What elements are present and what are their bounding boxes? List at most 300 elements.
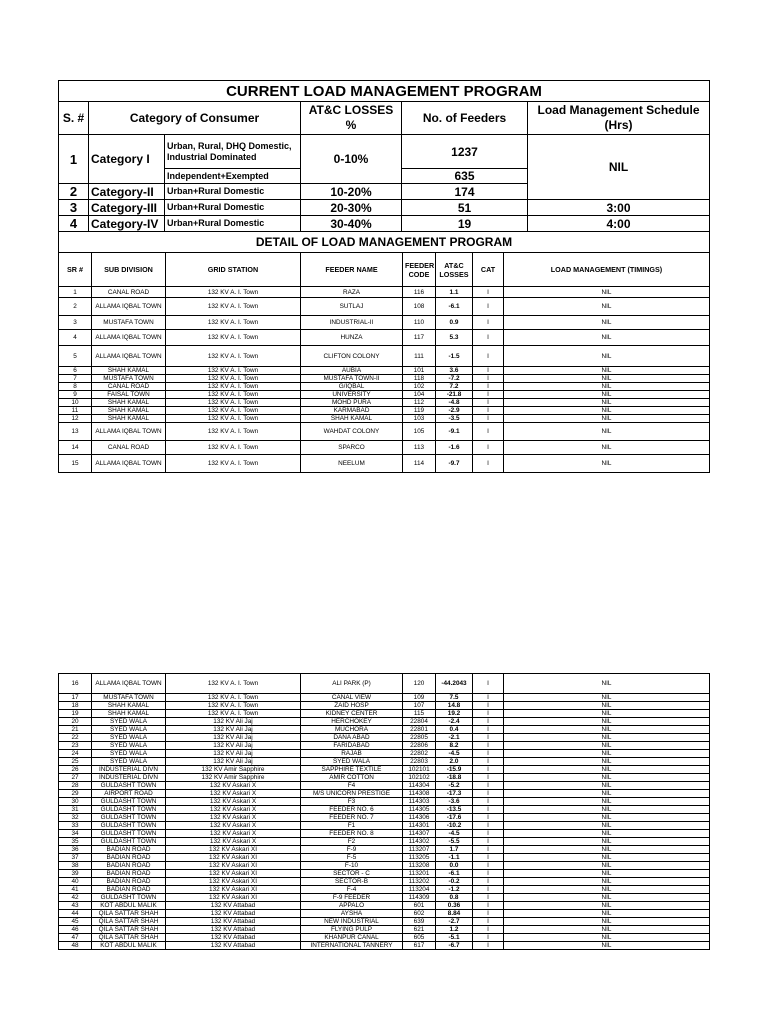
cell-load-management: NIL [504, 902, 710, 910]
cell-cat: I [473, 846, 504, 854]
cell-losses: -6.7 [436, 942, 473, 950]
cell-sub-division: SYED WALA [92, 750, 166, 758]
cell-load-management: NIL [504, 758, 710, 766]
cell-sr: 41 [59, 886, 92, 894]
table-row [59, 942, 710, 950]
cell-losses: 1.7 [436, 846, 473, 854]
cell-load-management: NIL [504, 423, 710, 441]
cell-losses: 0.36 [436, 902, 473, 910]
cell-losses: -9.1 [436, 423, 473, 441]
summary-schedule-1: NIL [528, 135, 710, 200]
cell-grid-station: 132 KV Attabad [166, 902, 301, 910]
cell-sr: 28 [59, 782, 92, 790]
cell-cat: I [473, 910, 504, 918]
cell-grid-station: 132 KV Ali Jaj [166, 758, 301, 766]
table-row [59, 726, 710, 734]
table-row [59, 423, 710, 441]
cell-feeder-code: 114304 [403, 782, 436, 790]
cell-feeder-name: FLYING PULP [301, 926, 403, 934]
table-row [59, 894, 710, 902]
cell-sr: 17 [59, 694, 92, 702]
cell-grid-station: 132 KV Askari X [166, 782, 301, 790]
cell-feeder-name: SAPPHIRE TEXTILE [301, 766, 403, 774]
cell-grid-station: 132 KV Ali Jaj [166, 750, 301, 758]
col-cat: CAT [473, 253, 504, 287]
cell-cat: I [473, 367, 504, 375]
cell-grid-station: 132 KV Askari X [166, 814, 301, 822]
cell-feeder-code: 601 [403, 902, 436, 910]
summary-feeders-1b: 635 [402, 169, 528, 184]
cell-cat: I [473, 894, 504, 902]
table-row [59, 316, 710, 330]
cell-load-management: NIL [504, 886, 710, 894]
cell-sr: 19 [59, 710, 92, 718]
cell-losses: -1.5 [436, 346, 473, 367]
cell-load-management: NIL [504, 822, 710, 830]
cell-losses: 8.84 [436, 910, 473, 918]
cell-sr: 13 [59, 423, 92, 441]
cell-feeder-code: 617 [403, 942, 436, 950]
cell-load-management: NIL [504, 934, 710, 942]
cell-cat: I [473, 298, 504, 316]
cell-losses: -0.2 [436, 878, 473, 886]
cell-feeder-name: UNIVERSITY [301, 391, 403, 399]
cell-grid-station: 132 KV Askari X [166, 790, 301, 798]
cell-losses: -3.5 [436, 415, 473, 423]
cell-sub-division: QILA SATTAR SHAH [92, 934, 166, 942]
col-feeder-code: FEEDER CODE [403, 253, 436, 287]
cell-losses: -44.2043 [436, 674, 473, 694]
cell-grid-station: 132 KV Amir Sapphire [166, 766, 301, 774]
cell-feeder-name: F4 [301, 782, 403, 790]
table-row [59, 878, 710, 886]
table-row [59, 694, 710, 702]
cell-cat: I [473, 346, 504, 367]
cell-feeder-code: 102101 [403, 766, 436, 774]
cell-grid-station: 132 KV A. I. Town [166, 710, 301, 718]
cell-sub-division: GULDASHT TOWN [92, 822, 166, 830]
cell-load-management: NIL [504, 910, 710, 918]
summary-sn-3: 3 [59, 200, 89, 216]
cell-losses: -2.7 [436, 918, 473, 926]
cell-losses: 8.2 [436, 742, 473, 750]
cell-load-management: NIL [504, 383, 710, 391]
cell-grid-station: 132 KV Askari X [166, 806, 301, 814]
cell-sub-division: AIRPORT ROAD [92, 790, 166, 798]
cell-losses: -7.2 [436, 375, 473, 383]
cell-load-management: NIL [504, 846, 710, 854]
cell-sub-division: BADIAN ROAD [92, 854, 166, 862]
cell-cat: I [473, 441, 504, 455]
cell-losses: 7.2 [436, 383, 473, 391]
cell-load-management: NIL [504, 806, 710, 814]
table-row [59, 330, 710, 346]
cell-sub-division: ALLAMA IQBAL TOWN [92, 346, 166, 367]
cell-feeder-name: WAHDAT COLONY [301, 423, 403, 441]
cell-cat: I [473, 902, 504, 910]
cell-grid-station: 132 KV Askari XI [166, 870, 301, 878]
cell-feeder-code: 104 [403, 391, 436, 399]
cell-grid-station: 132 KV Ali Jaj [166, 734, 301, 742]
cell-sr: 4 [59, 330, 92, 346]
cell-sub-division: SHAH KAMAL [92, 407, 166, 415]
cell-load-management: NIL [504, 870, 710, 878]
cell-sub-division: QILA SATTAR SHAH [92, 926, 166, 934]
cell-sub-division: SYED WALA [92, 734, 166, 742]
cell-load-management: NIL [504, 441, 710, 455]
cell-sub-division: SHAH KAMAL [92, 399, 166, 407]
cell-feeder-code: 102 [403, 383, 436, 391]
col-grid-station: GRID STATION [166, 253, 301, 287]
table-row [59, 399, 710, 407]
cell-sr: 32 [59, 814, 92, 822]
cell-sub-division: MUSTAFA TOWN [92, 694, 166, 702]
cell-feeder-name: CLIFTON COLONY [301, 346, 403, 367]
cell-grid-station: 132 KV Attabad [166, 910, 301, 918]
header-category: Category of Consumer [89, 102, 301, 135]
cell-load-management: NIL [504, 399, 710, 407]
cell-grid-station: 132 KV A. I. Town [166, 399, 301, 407]
summary-desc-2: Urban+Rural Domestic [165, 184, 301, 200]
cell-grid-station: 132 KV Amir Sapphire [166, 774, 301, 782]
cell-losses: 19.2 [436, 710, 473, 718]
cell-load-management: NIL [504, 814, 710, 822]
cell-load-management: NIL [504, 926, 710, 934]
cell-losses: 2.0 [436, 758, 473, 766]
cell-losses: -5.2 [436, 782, 473, 790]
table-row [59, 862, 710, 870]
cell-grid-station: 132 KV Askari XI [166, 846, 301, 854]
cell-cat: I [473, 918, 504, 926]
cell-feeder-code: 114309 [403, 894, 436, 902]
table-row [59, 918, 710, 926]
cell-feeder-name: F-9 FEEDER [301, 894, 403, 902]
cell-load-management: NIL [504, 287, 710, 298]
cell-cat: I [473, 806, 504, 814]
cell-feeder-name: F-9 [301, 846, 403, 854]
cell-feeder-code: 110 [403, 316, 436, 330]
table-row [59, 830, 710, 838]
cell-grid-station: 132 KV A. I. Town [166, 298, 301, 316]
summary-feeders-2: 174 [402, 184, 528, 200]
summary-feeders-4: 19 [402, 216, 528, 232]
cell-feeder-name: F-10 [301, 862, 403, 870]
page-title: CURRENT LOAD MANAGEMENT PROGRAM [59, 81, 710, 102]
cell-sr: 34 [59, 830, 92, 838]
cell-sub-division: SHAH KAMAL [92, 367, 166, 375]
cell-sub-division: CANAL ROAD [92, 383, 166, 391]
cell-grid-station: 132 KV Askari X [166, 798, 301, 806]
cell-load-management: NIL [504, 367, 710, 375]
cell-cat: I [473, 702, 504, 710]
cell-feeder-code: 114303 [403, 798, 436, 806]
cell-feeder-code: 113207 [403, 846, 436, 854]
cell-grid-station: 132 KV A. I. Town [166, 287, 301, 298]
cell-sr: 1 [59, 287, 92, 298]
cell-cat: I [473, 942, 504, 950]
cell-load-management: NIL [504, 766, 710, 774]
cell-cat: I [473, 316, 504, 330]
summary-category-1: Category I [89, 135, 165, 184]
table-row [59, 441, 710, 455]
cell-sr: 12 [59, 415, 92, 423]
cell-grid-station: 132 KV A. I. Town [166, 407, 301, 415]
table-row [59, 455, 710, 473]
cell-sub-division: MUSTAFA TOWN [92, 316, 166, 330]
cell-load-management: NIL [504, 694, 710, 702]
cell-grid-station: 132 KV A. I. Town [166, 383, 301, 391]
cell-cat: I [473, 878, 504, 886]
cell-losses: -17.3 [436, 790, 473, 798]
table-row [59, 814, 710, 822]
cell-feeder-name: FEEDER NO. 8 [301, 830, 403, 838]
cell-load-management: NIL [504, 790, 710, 798]
cell-sub-division: ALLAMA IQBAL TOWN [92, 455, 166, 473]
cell-load-management: NIL [504, 455, 710, 473]
cell-grid-station: 132 KV A. I. Town [166, 441, 301, 455]
cell-sub-division: GULDASHT TOWN [92, 782, 166, 790]
table-row [59, 367, 710, 375]
cell-sub-division: SYED WALA [92, 726, 166, 734]
cell-sr: 5 [59, 346, 92, 367]
cell-feeder-code: 116 [403, 287, 436, 298]
table-row [59, 758, 710, 766]
cell-cat: I [473, 734, 504, 742]
summary-sn-2: 2 [59, 184, 89, 200]
table-row [59, 926, 710, 934]
cell-feeder-code: 114305 [403, 806, 436, 814]
cell-feeder-code: 101 [403, 367, 436, 375]
cell-load-management: NIL [504, 782, 710, 790]
cell-sub-division: SYED WALA [92, 742, 166, 750]
header-losses: AT&C LOSSES % [301, 102, 402, 135]
cell-cat: I [473, 774, 504, 782]
table-row [59, 674, 710, 694]
cell-losses: -4.5 [436, 750, 473, 758]
cell-sr: 36 [59, 846, 92, 854]
cell-load-management: NIL [504, 346, 710, 367]
summary-feeders-1: 1237 [402, 135, 528, 169]
table-row [59, 822, 710, 830]
cell-losses: 3.6 [436, 367, 473, 375]
cell-feeder-name: NEELUM [301, 455, 403, 473]
cell-losses: 0.9 [436, 316, 473, 330]
cell-grid-station: 132 KV Askari XI [166, 878, 301, 886]
cell-feeder-code: 605 [403, 934, 436, 942]
table-row [59, 287, 710, 298]
cell-grid-station: 132 KV Ali Jaj [166, 718, 301, 726]
table-row [59, 806, 710, 814]
cell-sr: 25 [59, 758, 92, 766]
cell-grid-station: 132 KV Askari X [166, 838, 301, 846]
cell-sr: 29 [59, 790, 92, 798]
cell-feeder-code: 107 [403, 702, 436, 710]
cell-load-management: NIL [504, 742, 710, 750]
cell-losses: -1.1 [436, 854, 473, 862]
cell-feeder-name: HERCHOKEY [301, 718, 403, 726]
cell-feeder-code: 22802 [403, 750, 436, 758]
cell-losses: -18.8 [436, 774, 473, 782]
cell-feeder-name: F3 [301, 798, 403, 806]
summary-loss-4: 30-40% [301, 216, 402, 232]
cell-sr: 48 [59, 942, 92, 950]
cell-grid-station: 132 KV Attabad [166, 926, 301, 934]
cell-feeder-code: 112 [403, 399, 436, 407]
cell-sr: 47 [59, 934, 92, 942]
cell-sub-division: GULDASHT TOWN [92, 798, 166, 806]
cell-cat: I [473, 830, 504, 838]
cell-load-management: NIL [504, 862, 710, 870]
cell-feeder-code: 113201 [403, 870, 436, 878]
cell-load-management: NIL [504, 726, 710, 734]
cell-cat: I [473, 674, 504, 694]
cell-sub-division: GULDASHT TOWN [92, 814, 166, 822]
cell-feeder-name: RAJAB [301, 750, 403, 758]
cell-sr: 16 [59, 674, 92, 694]
cell-grid-station: 132 KV Attabad [166, 942, 301, 950]
summary-sn-1: 1 [59, 135, 89, 184]
cell-sub-division: BADIAN ROAD [92, 846, 166, 854]
cell-sr: 31 [59, 806, 92, 814]
cell-sub-division: QILA SATTAR SHAH [92, 910, 166, 918]
cell-feeder-name: SECTOR - C [301, 870, 403, 878]
cell-sr: 3 [59, 316, 92, 330]
cell-losses: 14.8 [436, 702, 473, 710]
cell-feeder-name: F2 [301, 838, 403, 846]
cell-cat: I [473, 766, 504, 774]
detail-table-page2 [58, 673, 710, 950]
cell-grid-station: 132 KV Ali Jaj [166, 726, 301, 734]
table-row [59, 375, 710, 383]
cell-load-management: NIL [504, 798, 710, 806]
col-feeder-name: FEEDER NAME [301, 253, 403, 287]
cell-feeder-code: 114302 [403, 838, 436, 846]
cell-feeder-code: 22803 [403, 758, 436, 766]
cell-feeder-code: 22806 [403, 742, 436, 750]
cell-grid-station: 132 KV Askari X [166, 830, 301, 838]
cell-feeder-code: 639 [403, 918, 436, 926]
cell-feeder-name: F-4 [301, 886, 403, 894]
cell-sub-division: BADIAN ROAD [92, 862, 166, 870]
cell-grid-station: 132 KV A. I. Town [166, 375, 301, 383]
table-row [59, 886, 710, 894]
cell-losses: -1.6 [436, 441, 473, 455]
cell-feeder-code: 114 [403, 455, 436, 473]
cell-losses: -2.1 [436, 734, 473, 742]
cell-losses: 1.2 [436, 926, 473, 934]
cell-sr: 45 [59, 918, 92, 926]
cell-cat: I [473, 407, 504, 415]
cell-sr: 6 [59, 367, 92, 375]
cell-grid-station: 132 KV A. I. Town [166, 391, 301, 399]
cell-losses: -3.6 [436, 798, 473, 806]
cell-feeder-code: 118 [403, 375, 436, 383]
cell-sr: 42 [59, 894, 92, 902]
cell-cat: I [473, 330, 504, 346]
table-row [59, 346, 710, 367]
cell-load-management: NIL [504, 330, 710, 346]
cell-sr: 2 [59, 298, 92, 316]
table-row [59, 910, 710, 918]
cell-load-management: NIL [504, 298, 710, 316]
cell-grid-station: 132 KV A. I. Town [166, 702, 301, 710]
cell-sub-division: CANAL ROAD [92, 441, 166, 455]
table-row [59, 846, 710, 854]
table-row [59, 790, 710, 798]
cell-feeder-code: 113202 [403, 878, 436, 886]
cell-sr: 24 [59, 750, 92, 758]
cell-losses: -5.1 [436, 934, 473, 942]
cell-cat: I [473, 886, 504, 894]
header-schedule: Load Management Schedule (Hrs) [528, 102, 710, 135]
cell-sr: 39 [59, 870, 92, 878]
cell-feeder-code: 105 [403, 423, 436, 441]
cell-load-management: NIL [504, 830, 710, 838]
cell-cat: I [473, 750, 504, 758]
cell-feeder-name: SPARCO [301, 441, 403, 455]
table-row [59, 383, 710, 391]
cell-grid-station: 132 KV A. I. Town [166, 367, 301, 375]
cell-feeder-name: SUTLAJ [301, 298, 403, 316]
cell-sub-division: GULDASHT TOWN [92, 830, 166, 838]
cell-sub-division: SHAH KAMAL [92, 415, 166, 423]
cell-feeder-name: AUBIA [301, 367, 403, 375]
summary-schedule-3: 3:00 [528, 200, 710, 216]
cell-feeder-code: 111 [403, 346, 436, 367]
cell-sub-division: SHAH KAMAL [92, 702, 166, 710]
cell-feeder-name: INDUSTRIAL-II [301, 316, 403, 330]
cell-losses: -21.8 [436, 391, 473, 399]
cell-losses: -2.9 [436, 407, 473, 415]
cell-feeder-code: 103 [403, 415, 436, 423]
cell-grid-station: 132 KV A. I. Town [166, 455, 301, 473]
cell-sr: 10 [59, 399, 92, 407]
cell-feeder-code: 621 [403, 926, 436, 934]
cell-cat: I [473, 926, 504, 934]
summary-feeders-3: 51 [402, 200, 528, 216]
cell-feeder-name: KIDNEY CENTER [301, 710, 403, 718]
cell-cat: I [473, 399, 504, 407]
cell-cat: I [473, 375, 504, 383]
cell-losses: -2.4 [436, 718, 473, 726]
cell-feeder-name: SYED WALA [301, 758, 403, 766]
cell-sub-division: BADIAN ROAD [92, 870, 166, 878]
summary-loss-1: 0-10% [301, 135, 402, 184]
cell-feeder-name: NEW INDUSTRIAL [301, 918, 403, 926]
cell-sr: 44 [59, 910, 92, 918]
cell-sr: 22 [59, 734, 92, 742]
cell-cat: I [473, 391, 504, 399]
cell-feeder-code: 108 [403, 298, 436, 316]
cell-feeder-name: HUNZA [301, 330, 403, 346]
cell-sub-division: GULDASHT TOWN [92, 806, 166, 814]
cell-sr: 11 [59, 407, 92, 415]
cell-cat: I [473, 862, 504, 870]
cell-load-management: NIL [504, 702, 710, 710]
cell-load-management: NIL [504, 734, 710, 742]
cell-feeder-name: RAZA [301, 287, 403, 298]
cell-feeder-name: FEEDER NO. 7 [301, 814, 403, 822]
cell-sr: 8 [59, 383, 92, 391]
summary-category-4: Category-IV [89, 216, 165, 232]
cell-feeder-code: 109 [403, 694, 436, 702]
cell-grid-station: 132 KV A. I. Town [166, 330, 301, 346]
cell-grid-station: 132 KV Attabad [166, 918, 301, 926]
table-row [59, 934, 710, 942]
table-row [59, 391, 710, 399]
cell-losses: -6.1 [436, 298, 473, 316]
cell-feeder-code: 114307 [403, 830, 436, 838]
